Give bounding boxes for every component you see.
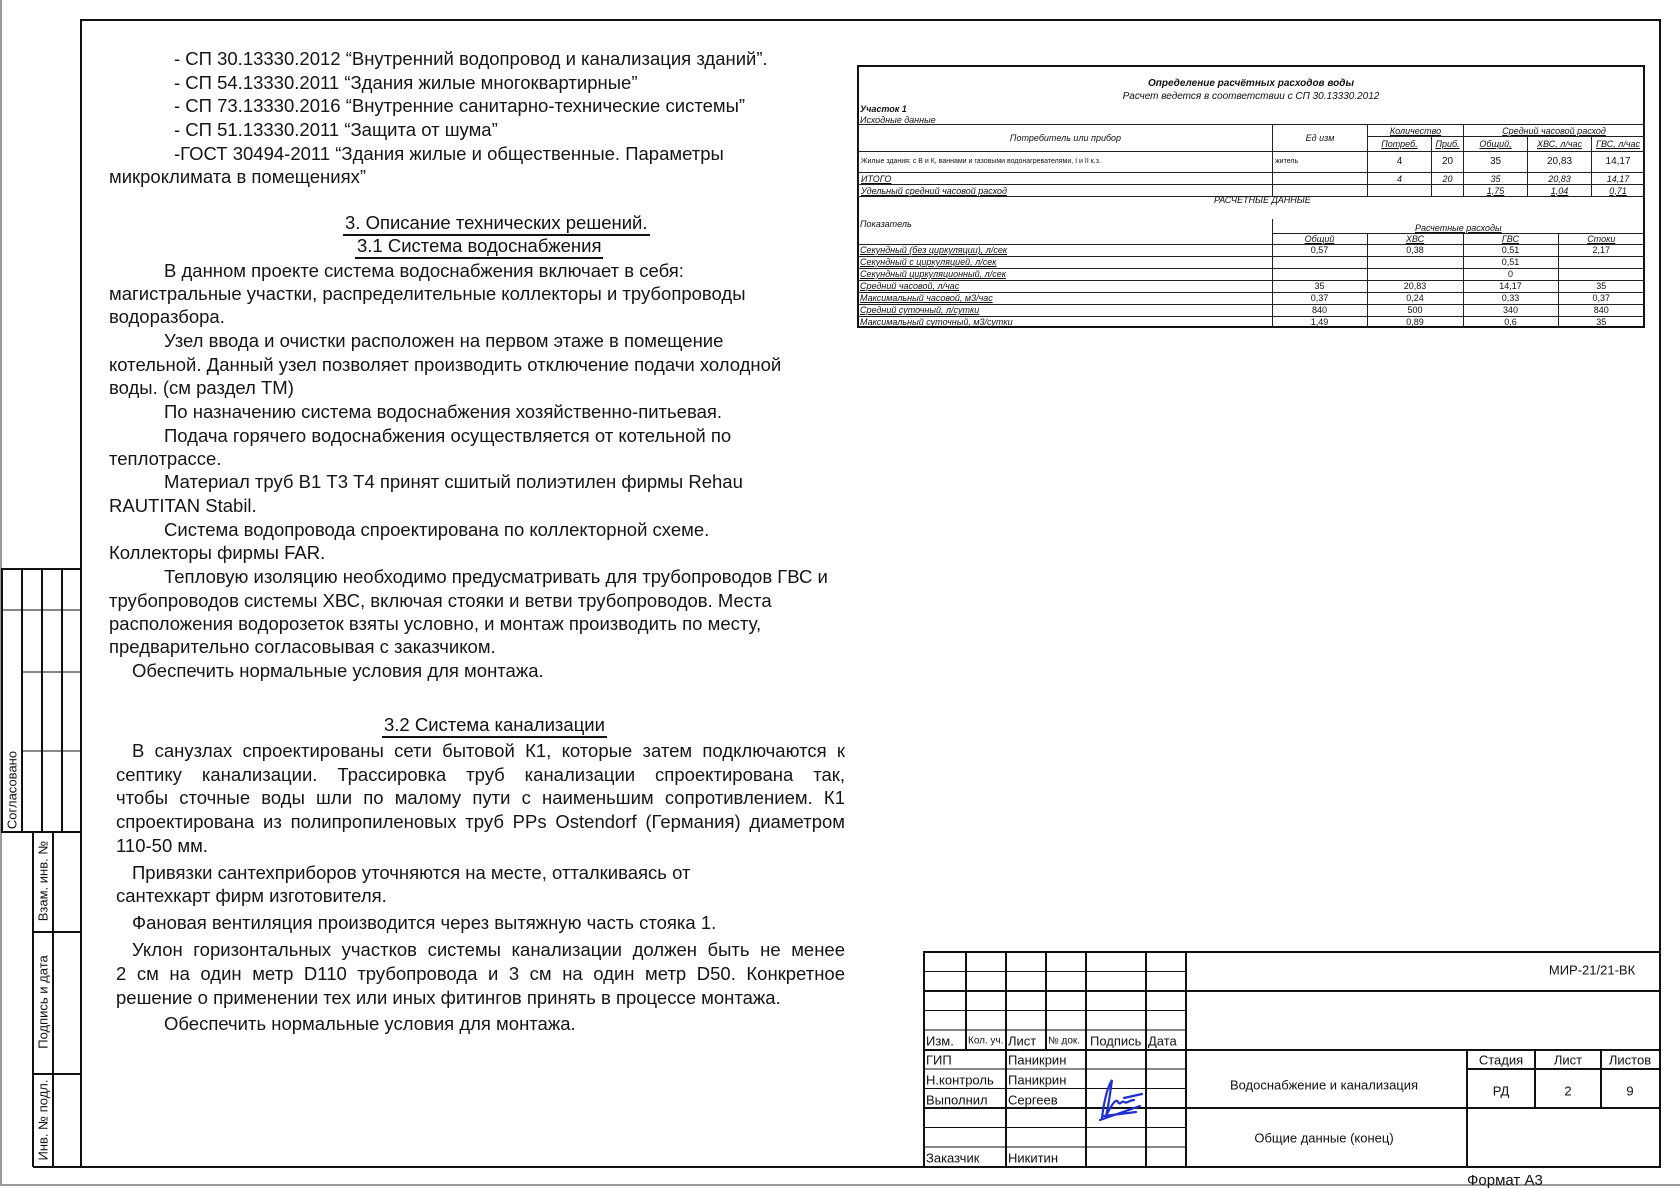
header-hot: ГВС, л/час xyxy=(1592,137,1645,152)
person-name: Паникрин xyxy=(1008,1072,1067,1088)
table-cell: 1,04 xyxy=(1528,185,1592,197)
row-label: Средний суточный, л/сутки xyxy=(858,304,1272,316)
table-cell: 0,33 xyxy=(1463,292,1558,304)
text-line: Привязки сантехприборов уточняются на месте, отталкиваясь от xyxy=(132,862,691,883)
table-cell xyxy=(1432,185,1464,197)
header-avg-hourly: Средний часовой расход xyxy=(1464,125,1645,137)
input-data-table xyxy=(858,124,1645,197)
table-cell: 35 xyxy=(1464,173,1528,185)
paper-format: Формат А3 xyxy=(1467,1172,1543,1189)
text-line: теплотрассе. xyxy=(109,448,222,469)
text-line: Уклон горизонтальных участков системы канализации должен быть не менее xyxy=(132,939,845,960)
text-line: трубопроводов системы ХВС, включая стояки и ветви трубопроводов. Места xyxy=(109,590,772,611)
header-sewage: Стоки xyxy=(1558,233,1644,244)
header-hot: ГВС xyxy=(1463,233,1558,244)
table-cell: 20,83 xyxy=(1528,152,1592,173)
sheet-title: Общие данные (конец) xyxy=(1254,1130,1394,1146)
calc-data-table xyxy=(858,219,1644,328)
table-cell: 500 xyxy=(1367,304,1463,316)
header-devices: Приб. xyxy=(1432,137,1464,152)
table-cell xyxy=(1368,185,1432,197)
table-cell: житель xyxy=(1273,152,1368,173)
table-cell: 14,17 xyxy=(1592,173,1645,185)
text-line: магистральные участки, распределительные коллекторы и трубопроводы xyxy=(109,283,746,304)
table-cell xyxy=(1272,268,1367,280)
table-row xyxy=(858,316,1644,328)
text-line: - СП 51.13330.2011 “Защита от шума” xyxy=(174,119,498,140)
text-line: Коллекторы фирмы FAR. xyxy=(109,542,326,563)
text-line: Узел ввода и очистки расположен на первом этаже в помещение xyxy=(164,330,724,351)
row-label: Жилые здания: с В и К, ваннами и газовыми водонагревателями, I и II к.з. xyxy=(859,152,1273,173)
table-cell: 4 xyxy=(1368,152,1432,173)
table-cell: 2,17 xyxy=(1558,244,1644,256)
header-cold: ХВС, л/час xyxy=(1528,137,1592,152)
header-unit: Ед изм xyxy=(1273,125,1368,152)
text-line: По назначению система водоснабжения хозяйственно-питьевая. xyxy=(164,401,723,422)
table-cell: 0,51 xyxy=(1463,256,1558,268)
table-cell: 20 xyxy=(1432,173,1464,185)
table-cell: 14,17 xyxy=(1463,280,1558,292)
person-name: Паникрин xyxy=(1008,1052,1067,1068)
table-cell: 1,75 xyxy=(1464,185,1528,197)
inv-orig-label: Инв. № подл. xyxy=(35,1079,51,1161)
section-label: Участок 1 xyxy=(860,104,907,114)
header-date: Дата xyxy=(1148,1033,1177,1049)
table-title: Определение расчётных расходов воды xyxy=(1148,78,1354,89)
header-indicator: Показатель xyxy=(858,219,1272,244)
header-quantity: Количество xyxy=(1368,125,1464,137)
header-consumer: Потребитель или прибор xyxy=(859,125,1273,152)
signature-image xyxy=(1100,1080,1142,1120)
table-cell: 20,83 xyxy=(1367,280,1463,292)
table-cell: 20,83 xyxy=(1528,173,1592,185)
table-cell: 35 xyxy=(1464,152,1528,173)
text-line: - СП 30.13330.2012 “Внутренний водопровод и канализация зданий”. xyxy=(174,48,768,69)
table-cell: 14,17 xyxy=(1592,152,1645,173)
table-cell: 1,49 xyxy=(1272,316,1367,328)
table-cell xyxy=(1558,268,1644,280)
table-cell: 0 xyxy=(1463,268,1558,280)
text-line: В данном проекте система водоснабжения включает в себя: xyxy=(164,260,684,281)
section-heading: 3. Описание технических решений. xyxy=(343,212,650,236)
table-cell: 340 xyxy=(1463,304,1558,316)
sign-date-label: Подпись и дата xyxy=(35,955,51,1049)
row-label: Секундный циркуляционный, л/сек xyxy=(858,268,1272,280)
row-label: Секундный (без циркуляции), л/сек xyxy=(858,244,1272,256)
sheets-label: Листов xyxy=(1608,1052,1652,1068)
table-row xyxy=(858,256,1644,268)
sheets-value: 9 xyxy=(1626,1083,1634,1099)
table-cell: 0,37 xyxy=(1558,292,1644,304)
row-label: ИТОГО xyxy=(859,173,1273,185)
text-line: предварительно согласовывая с заказчиком. xyxy=(109,636,496,657)
text-line: спроектирована из полипропиленовых труб PPs Ostendorf (Германия) диаметром xyxy=(116,811,845,832)
text-line: расположения водорозеток взяты условно, и монтаж производить по месту, xyxy=(109,613,762,634)
table-row xyxy=(858,280,1644,292)
calc-data-label: РАСЧЕТНЫЕ ДАННЫЕ xyxy=(1214,195,1311,205)
text-line: сантехкарт фирм изготовителя. xyxy=(116,885,387,906)
table-cell: 0,57 xyxy=(1272,244,1367,256)
table-cell xyxy=(1367,256,1463,268)
text-line: RAUTITAN Stabil. xyxy=(109,495,257,516)
text-line: Материал труб В1 Т3 Т4 принят сшитый полиэтилен фирмы Rehau xyxy=(164,471,743,492)
text-line: 110-50 мм. xyxy=(116,835,208,856)
role-label: ГИП xyxy=(926,1052,952,1068)
text-line: Фановая вентиляция производится через вытяжную часть стояка 1. xyxy=(132,912,717,933)
row-label: Секундный с циркуляцией, л/сек xyxy=(858,256,1272,268)
text-line: Система водопровода спроектирована по коллекторной схеме. xyxy=(164,519,710,540)
text-line: Обеспечить нормальные условия для монтажа. xyxy=(164,1013,576,1034)
role-label: Н.контроль xyxy=(926,1072,994,1088)
table-cell: 0,37 xyxy=(1272,292,1367,304)
table-cell: 840 xyxy=(1558,304,1644,316)
text-line: Тепловую изоляцию необходимо предусматривать для трубопроводов ГВС и xyxy=(164,566,828,587)
text-line: чтобы сточные воды шли по малому пути с наименьшим сопротивлением. К1 xyxy=(116,787,845,808)
text-line: - СП 73.13330.2016 “Внутренние санитарно-технические системы” xyxy=(174,95,746,116)
header-sheet: Лист xyxy=(1008,1033,1037,1049)
text-line: водоразбора. xyxy=(109,306,225,327)
replaced-inv-label: Взам. инв. № xyxy=(35,840,51,922)
text-line: решение о применении тех или иных фитингов принять в процессе монтажа. xyxy=(116,987,781,1008)
table-cell: 20 xyxy=(1432,152,1464,173)
table-cell: 35 xyxy=(1558,316,1644,328)
person-name: Никитин xyxy=(1008,1150,1058,1166)
row-label: Средний часовой, л/час xyxy=(858,280,1272,292)
table-row xyxy=(858,304,1644,316)
header-total: Общий, xyxy=(1464,137,1528,152)
table-cell: 840 xyxy=(1272,304,1367,316)
table-cell: 35 xyxy=(1558,280,1644,292)
header-consumers: Потреб. xyxy=(1368,137,1432,152)
text-line: Подача горячего водоснабжения осуществляется от котельной по xyxy=(164,425,732,446)
table-cell xyxy=(1273,173,1368,185)
text-line: воды. (см раздел ТМ) xyxy=(109,377,294,398)
table-cell xyxy=(1367,268,1463,280)
text-line: 2 см на один метр D110 трубопровода и 3 см на один метр D50. Конкретное xyxy=(116,963,845,984)
table-cell: 0,6 xyxy=(1463,316,1558,328)
table-row xyxy=(859,173,1645,185)
header-flows: Расчетные расходы xyxy=(1272,219,1644,233)
table-row xyxy=(858,268,1644,280)
sheet-value: 2 xyxy=(1564,1083,1572,1099)
text-line: микроклимата в помещениях” xyxy=(109,166,367,187)
table-cell: 0,38 xyxy=(1367,244,1463,256)
row-label: Максимальный часовой, м3/час xyxy=(858,292,1272,304)
text-line: котельной. Данный узел позволяет производить отключение подачи холодной xyxy=(109,354,782,375)
header-cold: ХВС xyxy=(1367,233,1463,244)
table-cell xyxy=(1558,256,1644,268)
sheet-label: Лист xyxy=(1553,1052,1583,1068)
document-code: МИР-21/21-ВК xyxy=(1548,962,1636,978)
role-label: Выполнил xyxy=(926,1092,988,1108)
table-cell: 4 xyxy=(1368,173,1432,185)
row-label: Удельный средний часовой расход xyxy=(859,185,1273,197)
table-cell: 35 xyxy=(1272,280,1367,292)
header-change: Изм. xyxy=(926,1033,954,1049)
text-line: -ГОСТ 30494-2011 “Здания жилые и общественные. Параметры xyxy=(174,143,724,164)
input-data-label: Исходные данные xyxy=(860,115,936,125)
table-cell: 0,89 xyxy=(1367,316,1463,328)
stage-label: Стадия xyxy=(1478,1052,1524,1068)
table-cell: 0,51 xyxy=(1463,244,1558,256)
stage-value: РД xyxy=(1492,1083,1510,1099)
header-doc-no: № док. xyxy=(1048,1035,1081,1047)
text-line: - СП 54.13330.2011 “Здания жилые многоквартирные” xyxy=(174,72,638,93)
text-line: В санузлах спроектированы сети бытовой К1, которые затем подключаются к xyxy=(132,740,845,761)
subsection-heading: 3.1 Система водоснабжения xyxy=(355,235,603,259)
person-name: Сергеев xyxy=(1008,1092,1058,1108)
header-signature: Подпись xyxy=(1090,1033,1142,1049)
table-row xyxy=(858,292,1644,304)
water-demand-table xyxy=(857,65,1645,328)
table-row xyxy=(859,152,1645,173)
table-subtitle: Расчет ведется в соответствии с СП 30.13330.2012 xyxy=(1122,91,1380,102)
header-qty: Кол. уч. xyxy=(968,1035,1004,1047)
agreed-label: Согласовано xyxy=(4,750,20,830)
text-line: Обеспечить нормальные условия для монтажа. xyxy=(132,660,544,681)
header-total: Общий xyxy=(1272,233,1367,244)
project-name: Водоснабжение и канализация xyxy=(1229,1077,1419,1093)
subsection-heading: 3.2 Система канализации xyxy=(382,714,607,738)
table-row xyxy=(858,244,1644,256)
row-label: Максимальный суточный, м3/сутки xyxy=(858,316,1272,328)
role-label: Заказчик xyxy=(926,1150,980,1166)
table-cell: 0,24 xyxy=(1367,292,1463,304)
text-line: септику канализации. Трассировка труб канализации спроектирована так, xyxy=(116,764,845,785)
table-cell xyxy=(1272,256,1367,268)
table-cell: 0,71 xyxy=(1592,185,1645,197)
